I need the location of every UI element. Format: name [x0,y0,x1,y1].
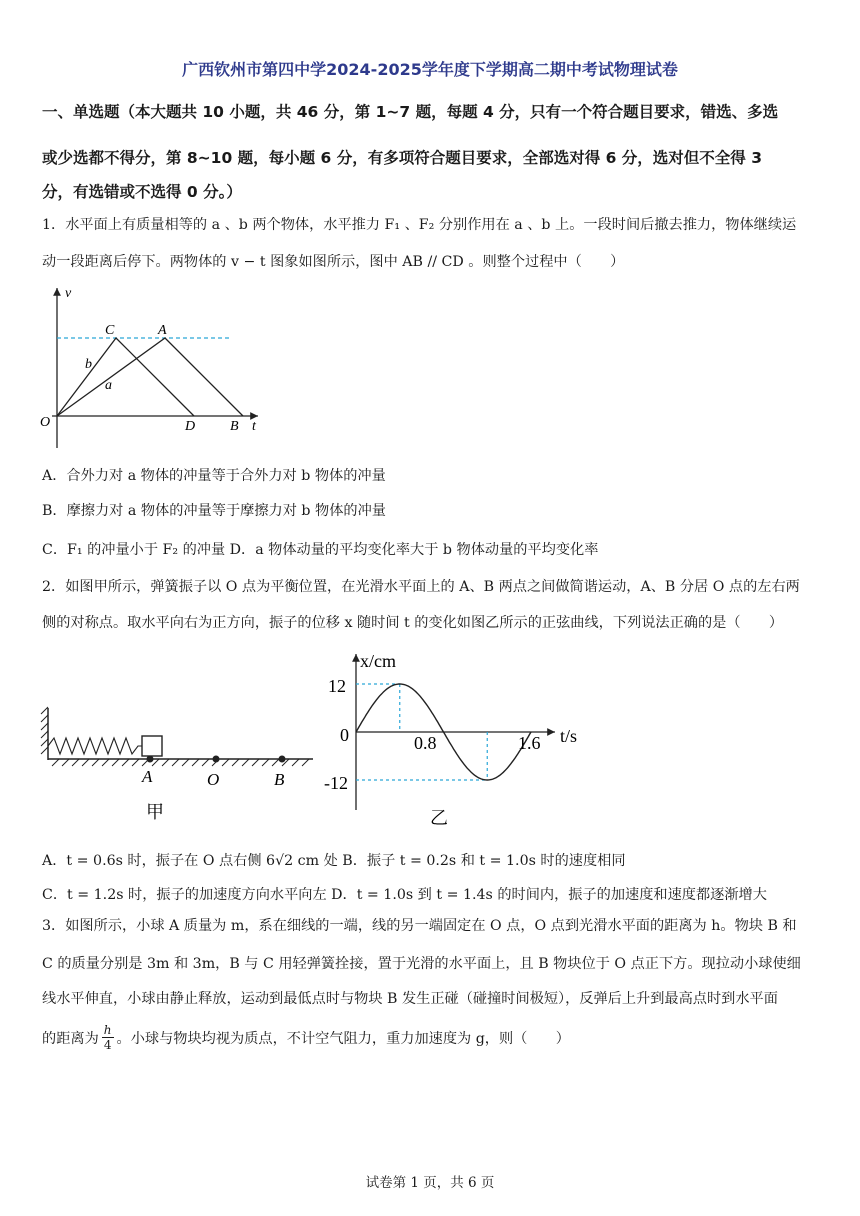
section-heading-line3: 分，有选错或不选得 0 分。） [42,183,242,201]
xtick-0-8: 0.8 [414,733,437,753]
q3-stem-line3: 线水平伸直，小球由静止释放，运动到最低点时与物块 B 发生正碰（碰撞时间极短），反弹后上升到最高点时到水平面 [42,991,778,1007]
q2-option-a-b: A．t = 0.6s 时，振子在 O 点右侧 6√2 cm 处 B．振子 t = 0.2s 和 t = 1.0s 时的速度相同 [42,853,626,869]
q1-stem-line1: 1．水平面上有质量相等的 a 、b 两个物体，水平推力 F₁ 、F₂ 分别作用在 a 、b 上。一段时间后撤去推力，物体继续运 [42,217,797,233]
exam-title: 广西钦州市第四中学2024-2025学年度下学期高二期中考试物理试卷 [182,60,678,79]
x-axis-label: t/s [560,726,578,746]
fraction-numerator: h [103,1023,112,1037]
q1-option-a: A．合外力对 a 物体的冲量等于合外力对 b 物体的冲量 [42,468,386,484]
y-axis-label: x/cm [360,651,396,671]
line-b-OCD [57,338,194,416]
point-a-label: A [142,767,153,786]
line-a-OAB [57,338,243,416]
ytick-neg-12: -12 [324,773,348,793]
fraction-h-over-4 [102,1023,114,1052]
point-c-label: C [105,323,115,338]
xtick-1-6: 1.6 [518,733,541,753]
line-a-label: a [105,378,112,393]
point-b-label: B [274,770,285,789]
origin-label: O [40,415,51,430]
figure-yi-caption: 乙 [430,808,448,828]
q3-line4-prefix: 的距离为 [42,1030,99,1047]
ytick-0: 0 [340,725,349,745]
q3-stem-line1: 3．如图所示，小球 A 质量为 m，系在细线的一端，线的另一端固定在 O 点，O 点到光滑水平面的距离为 h。物块 B 和 [42,918,797,934]
point-o-label: O [207,770,220,789]
point-b-dot [279,756,286,763]
line-b-label: b [85,357,92,372]
q2-figure-yi-chart [324,648,590,833]
spring [48,738,142,754]
figure-jia-caption: 甲 [146,802,164,822]
point-a-dot [147,756,154,763]
v-axis-label: v [65,286,72,301]
q1-option-b: B．摩擦力对 a 物体的冲量等于摩擦力对 b 物体的冲量 [42,503,386,519]
q3-stem-line2: C 的质量分别是 3m 和 3m，B 与 C 用轻弹簧拴接，置于光滑的水平面上，且 B 物块位于 O 点正下方。现拉动小球使细 [42,956,801,972]
ytick-12: 12 [328,676,346,696]
point-b-label: B [230,419,239,434]
point-o-dot [213,756,220,763]
page-footer: 试卷第 1 页，共 6 页 [365,1175,495,1191]
q2-stem-line2: 侧的对称点。取水平向右为正方向，振子的位移 x 随时间 t 的变化如图乙所示的正弦曲线，下列说法正确的是（ ） [42,615,784,631]
q3-stem-line4 [42,1023,570,1052]
q1-stem-line2: 动一段距离后停下。两物体的 v − t 图象如图所示，图中 AB // CD 。则整个过程中（ ） [42,254,625,270]
q1-vt-graph [30,280,270,450]
section-heading-line2: 或少选都不得分，第 8~10 题，每小题 6 分，有多项符合题目要求，全部选对得 6 分，选对但不全得 3 [42,149,762,167]
q1-option-c-d: C．F₁ 的冲量小于 F₂ 的冲量 D．a 物体动量的平均变化率大于 b 物体动量的平均变化率 [42,542,599,558]
fraction-denominator: 4 [103,1038,112,1052]
point-a-label: A [158,323,167,338]
section-heading-line1: 一、单选题（本大题共 10 小题，共 46 分，第 1~7 题，每题 4 分，只有一个符合题目要求，错选、多选 [42,103,779,121]
q2-figure-jia [38,700,328,830]
q2-option-c-d: C．t = 1.2s 时，振子的加速度方向水平向左 D．t = 1.0s 到 t = 1.4s 的时间内，振子的加速度和速度都逐渐增大 [42,887,767,903]
point-d-label: D [185,419,196,434]
q2-stem-line1: 2．如图甲所示，弹簧振子以 O 点为平衡位置，在光滑水平面上的 A、B 两点之间做简谐运动，A、B 分居 O 点的左右两 [42,579,800,595]
t-axis-label: t [252,419,256,434]
oscillator-block [142,736,162,756]
q3-line4-suffix: 。小球与物块均视为质点，不计空气阻力，重力加速度为 g，则（ ） [116,1030,570,1047]
